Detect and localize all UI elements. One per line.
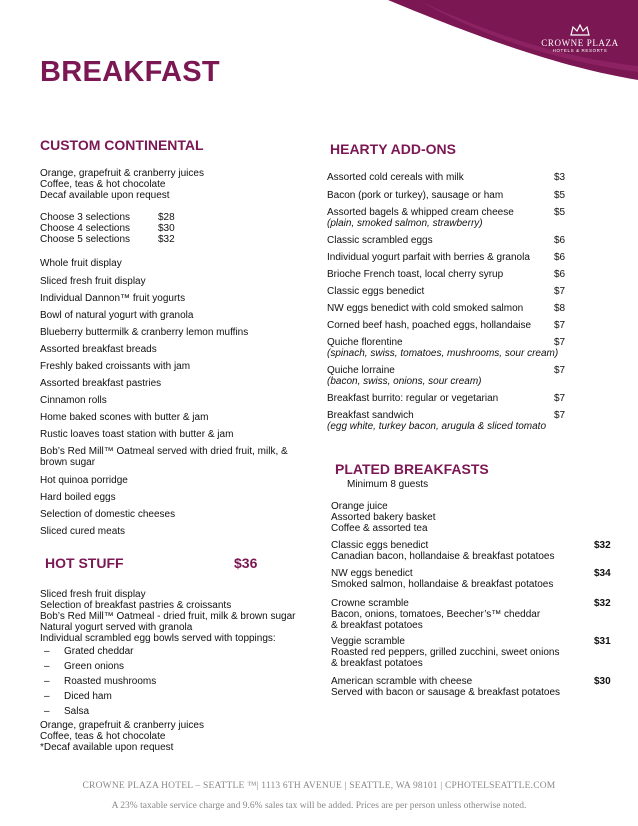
addon-name: NW eggs benedict with cold smoked salmon (327, 303, 524, 314)
continental-item: Selection of domestic cheeses (40, 509, 176, 520)
bullet-dash: – (44, 676, 50, 687)
hot-stuff-price: $36 (234, 555, 258, 571)
continental-item: brown sugar (40, 457, 96, 468)
topping-item: Roasted mushrooms (64, 676, 157, 687)
hot-stuff-drink: Coffee, teas & hot chocolate (40, 731, 166, 742)
addon-price: $3 (554, 172, 566, 183)
hot-stuff-line: Selection of breakfast pastries & croissants (40, 600, 232, 611)
plated-price: $34 (594, 568, 611, 579)
plated-desc: & breakfast potatoes (331, 620, 423, 631)
footer-address: CROWNE PLAZA HOTEL – SEATTLE ™| 1113 6TH AVENUE | SEATTLE, WA 98101 | CPHOTELSEATTLE.COM (82, 781, 556, 791)
addon-name: Classic scrambled eggs (327, 235, 433, 246)
addon-price: $7 (554, 365, 566, 376)
continental-item: Hard boiled eggs (40, 492, 116, 503)
continental-item: Cinnamon rolls (40, 395, 107, 406)
addon-price: $7 (554, 320, 566, 331)
choice-label: Choose 3 selections (40, 212, 131, 223)
addon-name: Individual yogurt parfait with berries & granola (327, 252, 530, 263)
continental-item: Freshly baked croissants with jam (40, 361, 191, 372)
footer-note: A 23% taxable service charge and 9.6% sales tax will be added. Prices are per person unless otherwise noted. (111, 801, 527, 811)
addon-price: $6 (554, 252, 566, 263)
continental-item: Individual Dannon™ fruit yogurts (40, 293, 186, 304)
continental-item: Blueberry buttermilk & cranberry lemon muffins (40, 327, 249, 338)
addon-name: Corned beef hash, poached eggs, hollandaise (327, 320, 532, 331)
topping-item: Diced ham (64, 691, 112, 702)
hot-stuff-line: Natural yogurt served with granola (40, 622, 193, 633)
page-title: BREAKFAST (40, 56, 220, 88)
brand-tagline: HOTELS & RESORTS (552, 48, 608, 53)
bullet-dash: – (44, 661, 50, 672)
addon-name: Assorted bagels & whipped cream cheese (327, 207, 514, 218)
hot-stuff-drink: *Decaf available upon request (40, 742, 174, 753)
addon-note: (plain, smoked salmon, strawberry) (327, 218, 483, 229)
continental-item: Hot quinoa porridge (40, 475, 128, 486)
plated-desc: Bacon, onions, tomatoes, Beecher’s™ cheddar (331, 609, 541, 620)
addon-price: $7 (554, 286, 566, 297)
addon-note: (egg white, turkey bacon, arugula & sliced tomato (327, 421, 547, 432)
plated-heading: PLATED BREAKFASTS (335, 461, 489, 477)
addon-note: (spinach, swiss, tomatoes, mushrooms, sour cream) (327, 348, 559, 359)
hot-stuff-line: Sliced fresh fruit display (40, 589, 146, 600)
addon-name: Quiche lorraine (327, 365, 395, 376)
plated-name: Classic eggs benedict (331, 540, 429, 551)
continental-drink: Orange, grapefruit & cranberry juices (40, 168, 204, 179)
continental-drink: Decaf available upon request (40, 190, 170, 201)
plated-price: $32 (594, 598, 611, 609)
topping-item: Salsa (64, 706, 90, 717)
plated-price: $30 (594, 676, 611, 687)
addon-name: Assorted cold cereals with milk (327, 172, 464, 183)
plated-include: Coffee & assorted tea (331, 523, 428, 534)
continental-item: Assorted breakfast pastries (40, 378, 162, 389)
hot-stuff-line: Individual scrambled egg bowls served with toppings: (40, 633, 276, 644)
hot-stuff-heading: HOT STUFF (45, 555, 124, 571)
continental-item: Whole fruit display (40, 258, 122, 269)
continental-item: Bowl of natural yogurt with granola (40, 310, 194, 321)
addon-name: Brioche French toast, local cherry syrup (327, 269, 504, 280)
choice-price: $30 (158, 223, 175, 234)
addon-name: Breakfast burrito: regular or vegetarian (327, 393, 499, 404)
plated-desc: Roasted red peppers, grilled zucchini, sweet onions (331, 647, 560, 658)
plated-name: Veggie scramble (331, 636, 405, 647)
addon-price: $8 (554, 303, 566, 314)
brand-name: CROWNE PLAZA (541, 38, 619, 48)
plated-minimum: Minimum 8 guests (347, 479, 429, 490)
hot-stuff-drink: Orange, grapefruit & cranberry juices (40, 720, 204, 731)
addon-name: Bacon (pork or turkey), sausage or ham (327, 190, 504, 201)
addon-price: $6 (554, 235, 566, 246)
continental-item: Home baked scones with butter & jam (40, 412, 209, 423)
plated-desc: Served with bacon or sausage & breakfast potatoes (331, 687, 561, 698)
continental-item: Assorted breakfast breads (40, 344, 157, 355)
addon-price: $5 (554, 190, 566, 201)
addon-name: Breakfast sandwich (327, 410, 414, 421)
plated-include: Assorted bakery basket (331, 512, 436, 523)
choice-label: Choose 5 selections (40, 234, 131, 245)
choice-price: $28 (158, 212, 175, 223)
addons-heading: HEARTY ADD-ONS (330, 141, 457, 157)
addon-price: $7 (554, 337, 566, 348)
choice-price: $32 (158, 234, 175, 245)
plated-include: Orange juice (331, 501, 388, 512)
bullet-dash: – (44, 691, 50, 702)
plated-name: NW eggs benedict (331, 568, 413, 579)
bullet-dash: – (44, 646, 50, 657)
continental-item: Sliced cured meats (40, 526, 126, 537)
continental-drink: Coffee, teas & hot chocolate (40, 179, 166, 190)
plated-name: American scramble with cheese (331, 676, 473, 687)
crown-icon (569, 24, 591, 36)
brand-logo (540, 24, 620, 54)
plated-name: Crowne scramble (331, 598, 409, 609)
plated-price: $32 (594, 540, 611, 551)
bullet-dash: – (44, 706, 50, 717)
addon-price: $7 (554, 393, 566, 404)
topping-item: Grated cheddar (64, 646, 134, 657)
plated-desc: Smoked salmon, hollandaise & breakfast potatoes (331, 579, 554, 590)
topping-item: Green onions (64, 661, 125, 672)
continental-item: Sliced fresh fruit display (40, 276, 146, 287)
addon-note: (bacon, swiss, onions, sour cream) (327, 376, 482, 387)
addon-name: Quiche florentine (327, 337, 403, 348)
addon-price: $6 (554, 269, 566, 280)
plated-desc: Canadian bacon, hollandaise & breakfast potatoes (331, 551, 555, 562)
plated-desc: & breakfast potatoes (331, 658, 423, 669)
addon-price: $7 (554, 410, 566, 421)
plated-price: $31 (594, 636, 611, 647)
continental-item: Rustic loaves toast station with butter & jam (40, 429, 234, 440)
addon-name: Classic eggs benedict (327, 286, 425, 297)
continental-item: Bob’s Red Mill™ Oatmeal served with dried fruit, milk, & (40, 446, 288, 457)
hot-stuff-line: Bob’s Red Mill™ Oatmeal - dried fruit, milk & brown sugar (40, 611, 296, 622)
continental-heading: CUSTOM CONTINENTAL (40, 137, 204, 153)
choice-label: Choose 4 selections (40, 223, 131, 234)
addon-price: $5 (554, 207, 566, 218)
